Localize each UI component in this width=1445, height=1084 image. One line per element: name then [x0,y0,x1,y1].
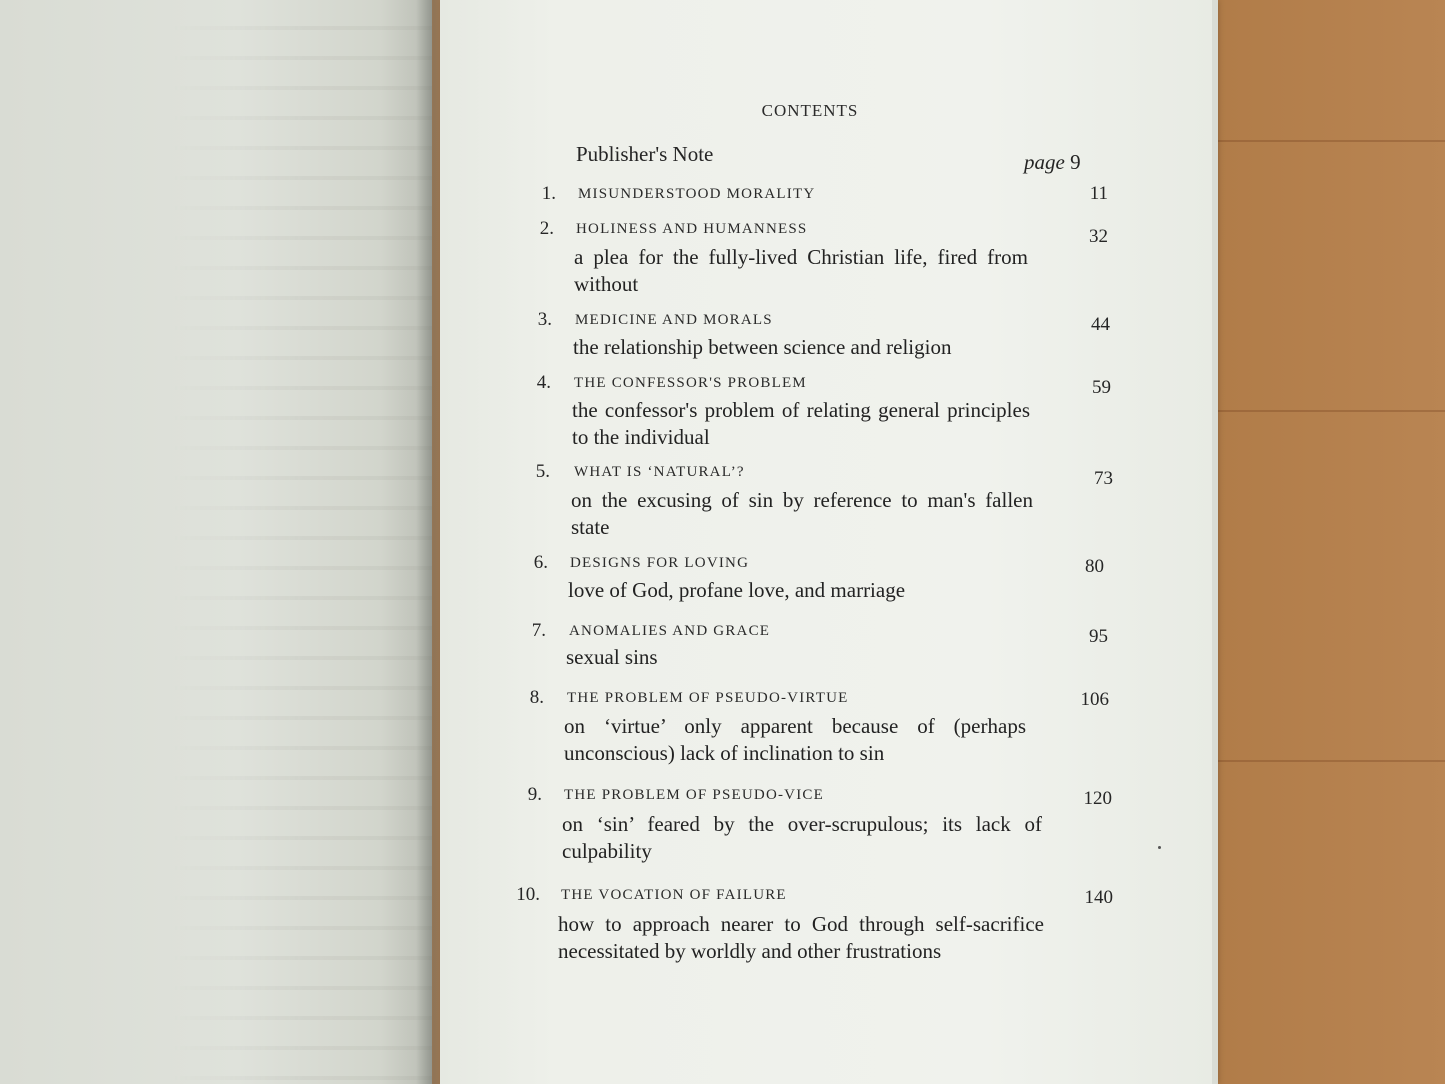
entry-number: 9. [527,784,542,805]
entry-title: WHAT IS ‘NATURAL’? [574,464,745,480]
entry-number: 2. [539,218,554,239]
entry-page: 106 [1080,689,1109,710]
entry-page: 140 [1084,887,1113,908]
ink-speck [1158,846,1161,849]
entry-title: DESIGNS FOR LOVING [570,555,750,571]
page-edge [1212,0,1218,1084]
wood-grain [1210,760,1445,762]
entry-page: 32 [1089,226,1108,247]
entry-number: 10. [516,884,540,905]
entry-title: THE VOCATION OF FAILURE [561,887,787,903]
entry-title: ANOMALIES AND GRACE [569,623,771,639]
entry-page: 73 [1094,468,1113,489]
publishers-note-page [1024,150,1081,175]
entry-number: 5. [535,461,550,482]
entry-page: 11 [1089,183,1108,204]
entry-page: 80 [1085,556,1104,577]
entry-title: HOLINESS AND HUMANNESS [576,221,808,237]
entry-description: the relationship between science and religion [573,335,952,359]
page-word: page [1024,150,1065,174]
entry-page: 95 [1089,626,1108,647]
entry-title: THE PROBLEM OF PSEUDO-VICE [564,787,824,803]
page-number: 9 [1070,150,1081,174]
entry-page: 59 [1092,377,1111,398]
entry-title: THE PROBLEM OF PSEUDO-VIRTUE [567,690,849,706]
publishers-note-label: Publisher's Note [576,142,714,166]
entry-title: MISUNDERSTOOD MORALITY [578,186,816,202]
entry-number: 3. [537,309,552,330]
entry-description: sexual sins [566,645,658,669]
entry-description: on ‘sin’ feared by the over-scrupulous; its lack of culpability [562,812,1042,863]
entry-number: 4. [536,372,551,393]
entry-description: love of God, profane love, and marriage [568,578,906,602]
wood-grain [1210,140,1445,142]
entry-title: THE CONFESSOR'S PROBLEM [574,375,807,391]
entry-description: how to approach nearer to God through self-sacrifice necessitated by worldly and other frustrations [558,912,1044,963]
entry-description: the confessor's problem of relating general principles to the individual [572,398,1030,449]
entry-number: 7. [531,620,546,641]
entry-number: 1. [541,183,556,204]
entry-title: MEDICINE AND MORALS [575,312,773,328]
entry-description: on ‘virtue’ only apparent because of (perhaps unconscious) lack of inclination to sin [564,714,1026,765]
left-page [0,0,432,1084]
entry-page: 120 [1083,788,1112,809]
wood-grain [1210,410,1445,412]
entry-description: a plea for the fully-lived Christian life, fired from without [574,245,1028,296]
entry-number: 8. [529,687,544,708]
entry-description: on the excusing of sin by reference to man's fallen state [571,488,1033,539]
entry-number: 6. [533,552,548,573]
contents-heading: CONTENTS [761,101,859,120]
show-through-text [0,0,432,1084]
entry-page: 44 [1091,314,1110,335]
